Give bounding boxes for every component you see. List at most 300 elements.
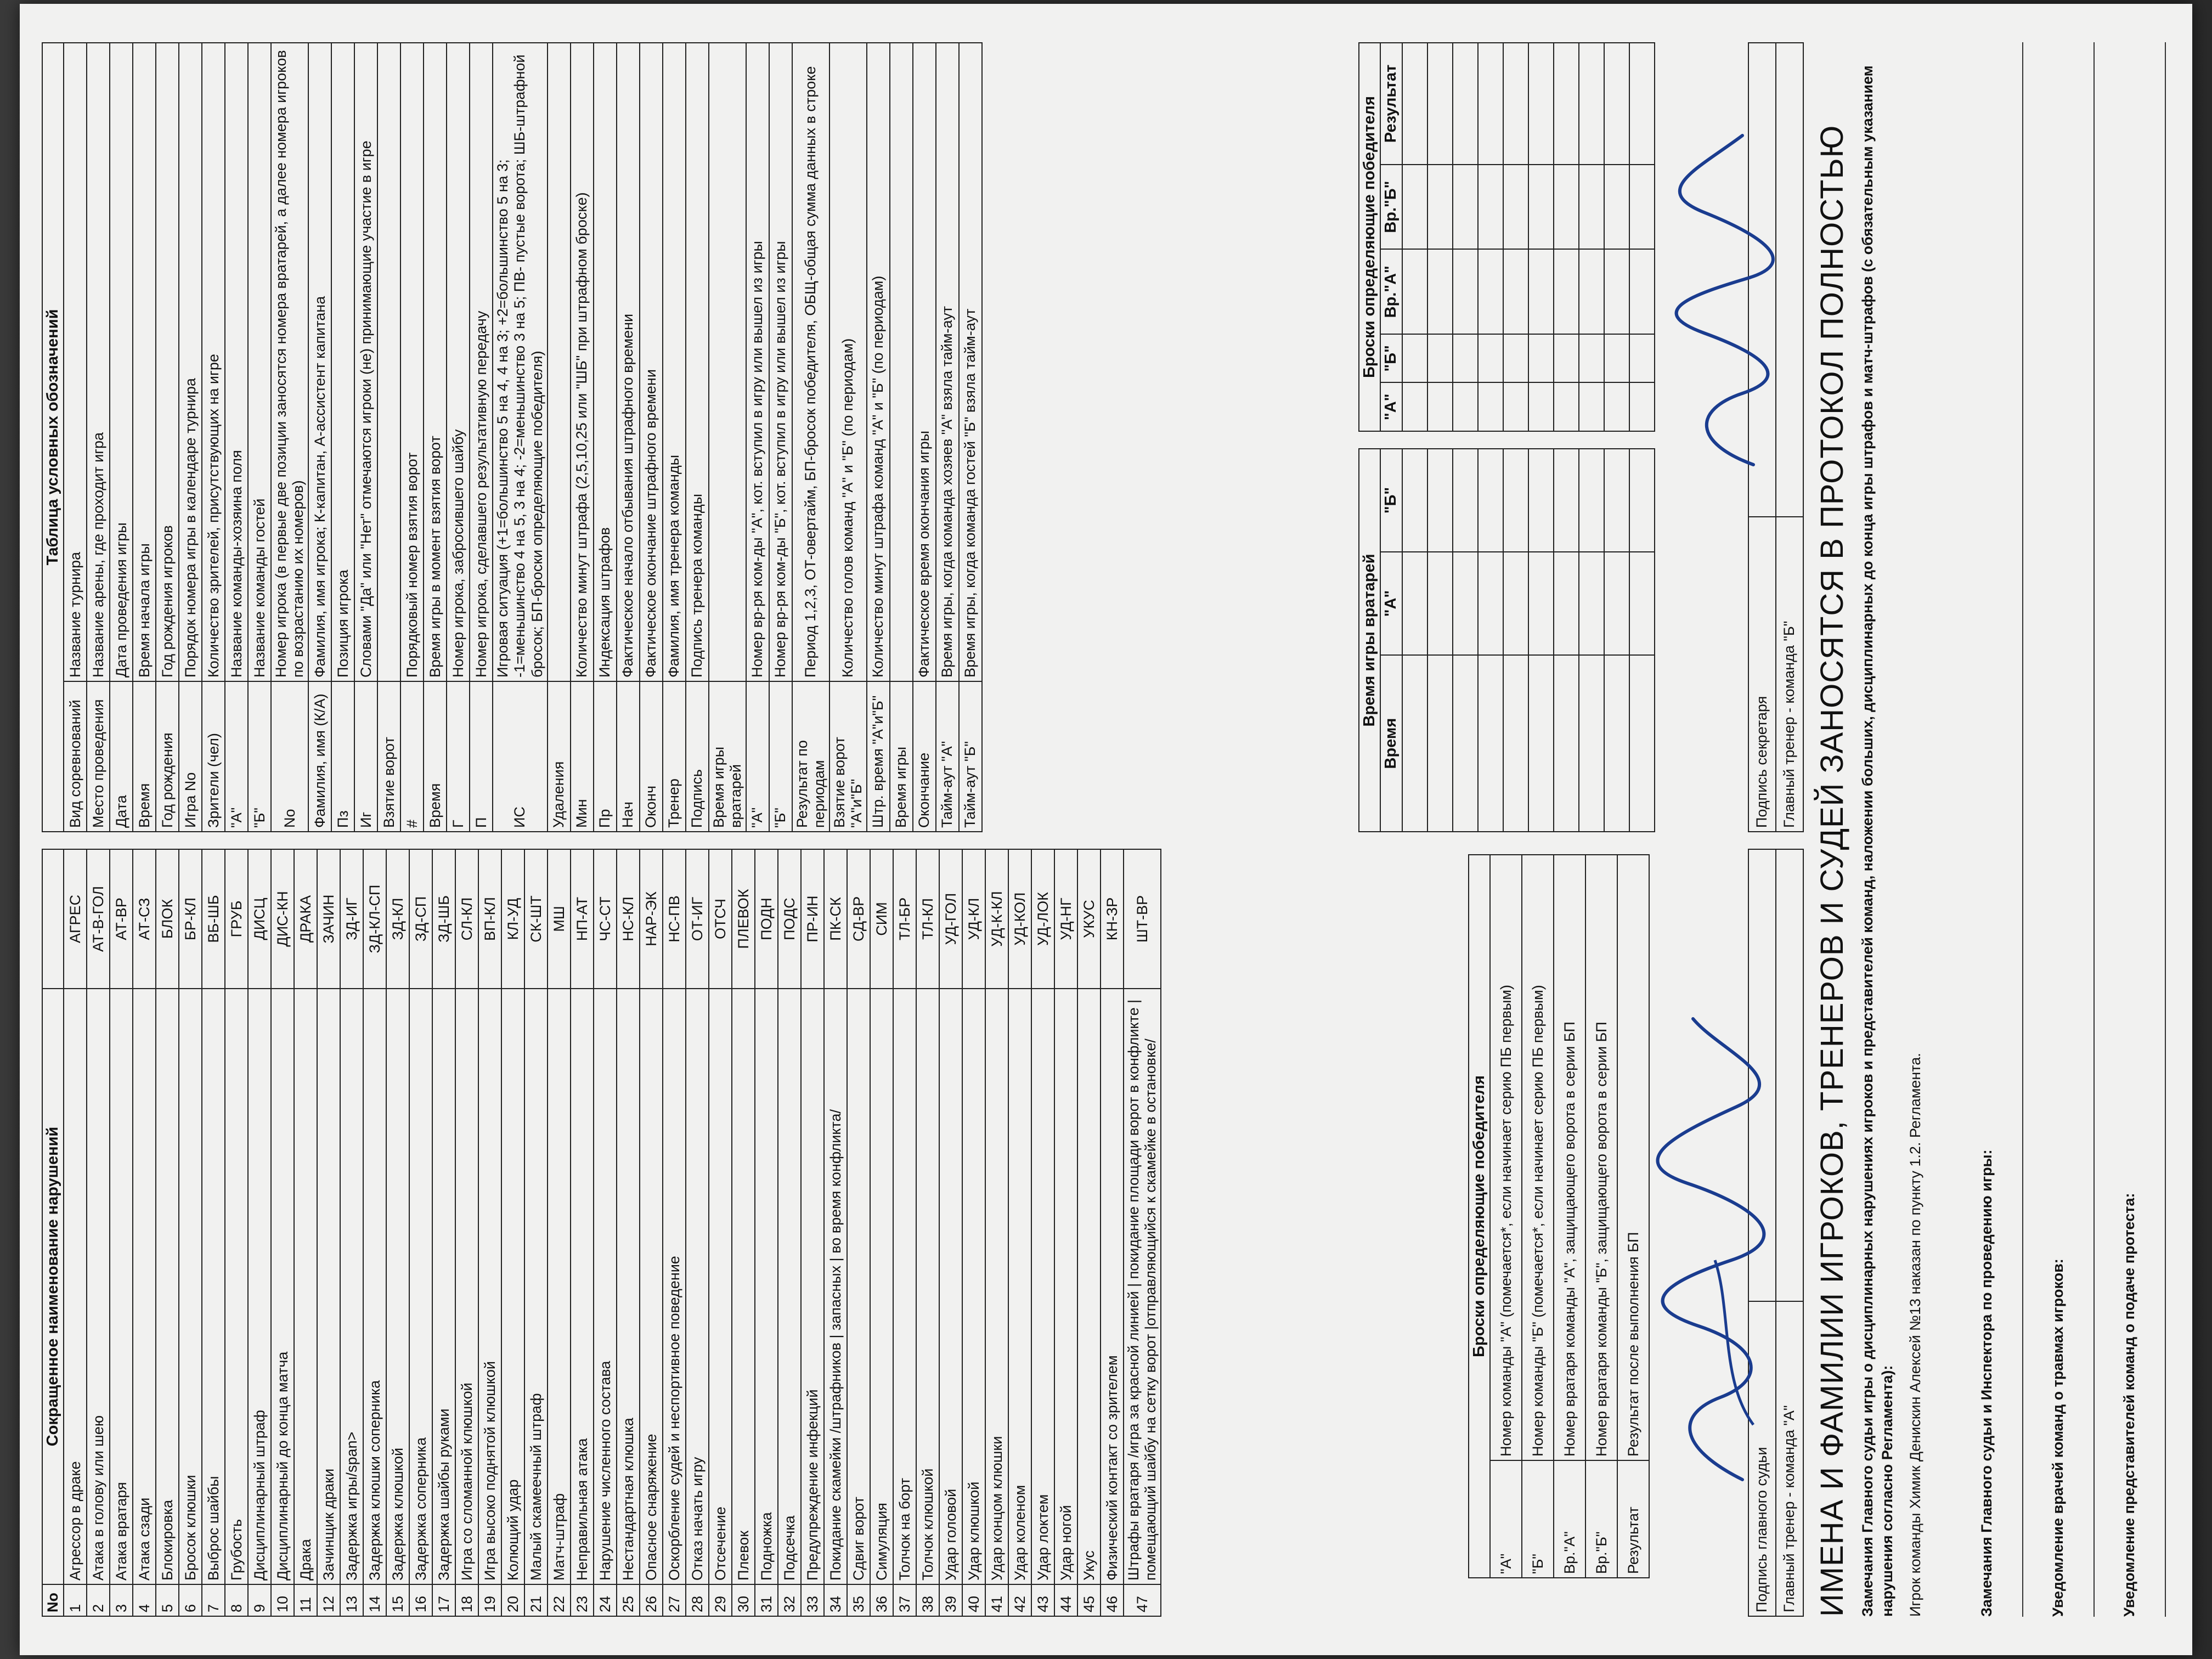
violation-no: 19	[478, 1584, 501, 1616]
violation-code: ВБ-ШБ	[202, 849, 225, 989]
referee-signature-label: Подпись главного судьи	[1748, 1301, 1776, 1616]
shootout-grid-cell[interactable]	[1528, 165, 1554, 250]
legend-row	[830, 43, 867, 832]
referee-remarks-heading: Замечания Главного судьи игры о дисциплинарных нарушениях игроков и представителей команд, наложении больших, дисциплинарных до конца игры штрафов и матч-штрафов (с обязательным указанием нарушения согласно Регламента):	[1859, 65, 1896, 1617]
legend-row	[308, 43, 331, 832]
legend-value: Словами "Да" или "Нет" отмечаются игроки (не) принимающие участие в игре	[354, 43, 377, 681]
shootout-legend-title: Броски определяющие победителя	[1469, 855, 1490, 1578]
goalkeeper-time-table	[1358, 448, 1655, 832]
violation-row	[962, 849, 985, 1616]
goalkeeper-time-cell[interactable]	[1604, 552, 1629, 655]
violation-row	[755, 849, 778, 1616]
shootout-grid-cell[interactable]	[1629, 383, 1655, 432]
violation-name: Удар концом клюшки	[985, 989, 1008, 1584]
violation-row	[939, 849, 962, 1616]
legend-row	[424, 43, 447, 832]
goalkeeper-time-row	[1554, 449, 1579, 832]
legend-value	[548, 43, 571, 681]
legend-key: Взятие ворот	[377, 681, 400, 832]
goalkeeper-time-cell[interactable]	[1554, 449, 1579, 552]
violation-code: ТЛ-БР	[893, 849, 916, 989]
goalkeeper-time-cell[interactable]	[1427, 449, 1453, 552]
violation-code: ЗАЧИН	[317, 849, 340, 989]
legend-row	[792, 43, 830, 832]
violation-no: 5	[156, 1584, 179, 1616]
legend-value	[890, 43, 913, 681]
violation-name: Колющий удар	[501, 989, 524, 1584]
goalkeeper-time-cell[interactable]	[1427, 655, 1453, 832]
violation-name: Агрессор в драке	[64, 989, 87, 1584]
violation-code: ПК-СК	[824, 849, 847, 989]
shootout-grid-cell[interactable]	[1554, 334, 1579, 382]
shootout-grid-cell[interactable]	[1402, 249, 1427, 334]
legend-key: "А"	[746, 681, 769, 832]
violation-name: Покидание скамейки /штрафников | запасных | во время конфликта/	[824, 989, 847, 1584]
goalkeeper-time-cell[interactable]	[1579, 449, 1604, 552]
shootout-grid-cell[interactable]	[1478, 383, 1503, 432]
violation-code: КЛ-УД	[501, 849, 524, 989]
violation-row	[1054, 849, 1077, 1616]
violation-code: СЛ-КЛ	[455, 849, 478, 989]
legend-key: Результат по периодам	[792, 681, 830, 832]
shootout-grid-cell[interactable]	[1554, 43, 1579, 165]
violation-row	[732, 849, 755, 1616]
legend-table	[42, 42, 983, 832]
shootout-legend-row	[1490, 855, 1522, 1578]
legend-row	[617, 43, 640, 832]
violation-no: 11	[294, 1584, 317, 1616]
goalkeeper-time-cell[interactable]	[1579, 552, 1604, 655]
goalkeeper-time-cell[interactable]	[1478, 552, 1503, 655]
legend-key: Время игры	[890, 681, 913, 832]
violation-name: Удар ногой	[1054, 989, 1077, 1584]
goalkeeper-time-cell[interactable]	[1528, 449, 1554, 552]
goalkeeper-time-cell[interactable]	[1478, 449, 1503, 552]
goalkeeper-time-cell[interactable]	[1629, 449, 1655, 552]
shootout-grid-row	[1453, 43, 1478, 431]
shootout-grid-cell[interactable]	[1402, 334, 1427, 382]
violation-name: Штрафы вратаря /игра за красной линией | покидание площади ворот в конфликте | помещающий шайбу на сетку ворот |отправляющийся к скамейке в остановке/	[1124, 989, 1161, 1584]
shootout-grid-cell[interactable]	[1579, 383, 1604, 432]
legend-key: Фамилия, имя (К/А)	[308, 681, 331, 832]
shootout-grid-cell[interactable]	[1503, 165, 1528, 250]
legend-value: Порядок номера игры в календаре турнира	[179, 43, 202, 681]
violation-name: Симуляция	[870, 989, 893, 1584]
violation-row	[432, 849, 455, 1616]
violation-row	[87, 849, 110, 1616]
legend-key: Штр. время "А"и"Б"	[867, 681, 890, 832]
shootout-grid-cell[interactable]	[1427, 334, 1453, 382]
legend-value: Номер вр-ря ком-ды "Б", кот. вступил в игру или вышел из игры	[769, 43, 792, 681]
violation-name: Толчок на борт	[893, 989, 916, 1584]
legend-row	[447, 43, 470, 832]
shootout-legend-key: Вр."А"	[1554, 1460, 1585, 1578]
legend-row	[571, 43, 594, 832]
violation-no: 47	[1124, 1584, 1161, 1616]
legend-row	[271, 43, 308, 832]
shootout-grid-cell[interactable]	[1503, 383, 1528, 432]
legend-body	[64, 43, 982, 832]
violation-name: Сдвиг ворот	[847, 989, 870, 1584]
shootout-grid-title-row	[1359, 43, 1380, 431]
goalkeeper-time-cell[interactable]	[1402, 552, 1427, 655]
violation-name: Игра со сломанной клюшкой	[455, 989, 478, 1584]
shootout-grid-cell[interactable]	[1604, 165, 1629, 250]
shootout-grid-column: "Б"	[1380, 334, 1402, 382]
violation-code: ЧС-СТ	[594, 849, 617, 989]
legend-key: Подпись	[686, 681, 709, 832]
violation-no: 31	[755, 1584, 778, 1616]
violation-code: ОТСЧ	[709, 849, 732, 989]
goalkeeper-time-cell[interactable]	[1402, 449, 1427, 552]
shootout-grid-cell[interactable]	[1503, 249, 1528, 334]
violation-row	[824, 849, 847, 1616]
secretary-signature-label: Подпись секретаря	[1748, 517, 1776, 832]
violation-name: Нарушение численного состава	[594, 989, 617, 1584]
violation-no: 8	[225, 1584, 248, 1616]
shootout-grid-cell[interactable]	[1478, 334, 1503, 382]
violation-no: 43	[1031, 1584, 1054, 1616]
violation-row	[409, 849, 432, 1616]
violation-code: ЗД-СП	[409, 849, 432, 989]
legend-value: Подпись тренера команды	[686, 43, 709, 681]
violation-code: ШТ-ВР	[1124, 849, 1161, 989]
violation-code: СД-ВР	[847, 849, 870, 989]
legend-row	[248, 43, 271, 832]
legend-value: Фактическое время окончания игры	[913, 43, 936, 681]
violation-name: Опасное снаряжение	[640, 989, 663, 1584]
legend-value: Позиция игрока	[331, 43, 354, 681]
goalkeeper-time-cell[interactable]	[1427, 552, 1453, 655]
protest-notice-line[interactable]	[2165, 42, 2166, 1617]
violations-header-code	[42, 849, 64, 989]
shootout-legend-table	[1468, 854, 1650, 1578]
violation-row	[801, 849, 824, 1616]
shootout-grid-cell[interactable]	[1503, 334, 1528, 382]
shootout-legend-row	[1522, 855, 1554, 1578]
legend-key: Взятие ворот "А"и"Б"	[830, 681, 867, 832]
goalkeeper-time-cell[interactable]	[1528, 655, 1554, 832]
shootout-legend-row	[1554, 855, 1585, 1578]
legend-row	[746, 43, 769, 832]
goalkeeper-time-cell[interactable]	[1554, 655, 1579, 832]
shootout-grid-column: Вр."Б"	[1380, 165, 1402, 250]
violation-code: АТ-В-ГОЛ	[87, 849, 110, 989]
shootout-grid-cell[interactable]	[1478, 249, 1503, 334]
violation-row	[478, 849, 501, 1616]
violation-no: 13	[340, 1584, 363, 1616]
legend-key: Место проведения	[87, 681, 110, 832]
shootout-grid-cell[interactable]	[1554, 249, 1579, 334]
legend-row	[686, 43, 709, 832]
shootout-legend-key: "Б"	[1522, 1460, 1554, 1578]
goalkeeper-time-cell[interactable]	[1629, 655, 1655, 832]
violation-no: 7	[202, 1584, 225, 1616]
violation-row	[893, 849, 916, 1616]
shootout-legend-value: Номер команды "А" (помечается*, если начинает серию ПБ первым)	[1490, 855, 1522, 1460]
goalkeeper-time-cell[interactable]	[1629, 552, 1655, 655]
shootout-grid-cell[interactable]	[1604, 43, 1629, 165]
shootout-grid-column: Вр."А"	[1380, 249, 1402, 334]
shootout-grid-cell[interactable]	[1427, 43, 1453, 165]
shootout-grid-row	[1427, 43, 1453, 431]
legend-value: Время начала игры	[133, 43, 156, 681]
shootout-grid-cell[interactable]	[1453, 165, 1478, 250]
violation-name: Малый скамеечный штраф	[524, 989, 548, 1584]
violation-name: Удар головой	[939, 989, 962, 1584]
shootout-grid-cell[interactable]	[1528, 334, 1554, 382]
goalkeeper-time-cell[interactable]	[1604, 655, 1629, 832]
legend-title: Таблица условных обозначений	[42, 43, 64, 832]
legend-row	[663, 43, 686, 832]
violation-name: Удар клюшкой	[962, 989, 985, 1584]
legend-key: Г	[447, 681, 470, 832]
shootout-grid-cell[interactable]	[1629, 43, 1655, 165]
legend-row	[354, 43, 377, 832]
legend-key: Время	[133, 681, 156, 832]
violation-no: 4	[133, 1584, 156, 1616]
legend-value: Название команды гостей	[248, 43, 271, 681]
coach-b-signature-label: Главный тренер - команда "Б"	[1776, 517, 1803, 832]
legend-value	[709, 43, 746, 681]
goalkeeper-time-row	[1579, 449, 1604, 832]
legend-row	[548, 43, 571, 832]
violation-code: ПЛЕВОК	[732, 849, 755, 989]
goalkeeper-time-cell[interactable]	[1579, 655, 1604, 832]
inspector-remarks-line[interactable]	[2022, 42, 2023, 1617]
goalkeeper-time-cell[interactable]	[1453, 449, 1478, 552]
violation-name: Зачинщик драки	[317, 989, 340, 1584]
goalkeeper-time-cell[interactable]	[1503, 449, 1528, 552]
goalkeeper-time-cell[interactable]	[1554, 552, 1579, 655]
shootout-grid-cell[interactable]	[1503, 43, 1528, 165]
violation-code: ГРУБ	[225, 849, 248, 989]
coach-a-signature-row	[1776, 849, 1803, 1616]
legend-key: "Б"	[769, 681, 792, 832]
legend-row	[470, 43, 493, 832]
shootout-grid-cell[interactable]	[1629, 334, 1655, 382]
shootout-grid-cell[interactable]	[1453, 334, 1478, 382]
legend-key: "Б"	[248, 681, 271, 832]
violation-no: 9	[248, 1584, 271, 1616]
shootout-legend-key: Вр."Б"	[1585, 1460, 1617, 1578]
legend-value: Фамилия, имя игрока; К-капитан, А-ассистент капитана	[308, 43, 331, 681]
violation-code: УД-КОЛ	[1008, 849, 1031, 989]
shootout-grid-title: Броски определяющие победителя	[1359, 43, 1380, 431]
legend-key: No	[271, 681, 308, 832]
shootout-grid-cell[interactable]	[1427, 249, 1453, 334]
shootout-legend-row	[1617, 855, 1649, 1578]
violation-code: ЗД-ШБ	[432, 849, 455, 989]
violation-no: 6	[179, 1584, 202, 1616]
shootout-grid-cell[interactable]	[1402, 383, 1427, 432]
goalkeeper-time-cell[interactable]	[1503, 655, 1528, 832]
violation-row	[571, 849, 594, 1616]
violation-code: НАР-ЭК	[640, 849, 663, 989]
goalkeeper-time-row	[1604, 449, 1629, 832]
violation-no: 44	[1054, 1584, 1077, 1616]
coach-a-signature-field[interactable]	[1776, 849, 1803, 1301]
shootout-grid-cell[interactable]	[1427, 383, 1453, 432]
violation-row	[179, 849, 202, 1616]
shootout-grid-cell[interactable]	[1528, 249, 1554, 334]
goalkeeper-time-title: Время игры вратарей	[1359, 449, 1380, 832]
violation-row	[248, 849, 271, 1616]
violation-code: ДИС-КН	[271, 849, 294, 989]
violation-code: УД-ЛОК	[1031, 849, 1054, 989]
shootout-grid-cell[interactable]	[1629, 165, 1655, 250]
violation-no: 18	[455, 1584, 478, 1616]
goalkeeper-time-column: "А"	[1380, 552, 1402, 655]
shootout-grid-cell[interactable]	[1402, 43, 1427, 165]
legend-key: Зрители (чел)	[202, 681, 225, 832]
shootout-grid-cell[interactable]	[1554, 383, 1579, 432]
legend-row	[594, 43, 617, 832]
goalkeeper-time-cell[interactable]	[1402, 655, 1427, 832]
legend-row	[110, 43, 133, 832]
violation-code: УКУС	[1077, 849, 1101, 989]
shootout-grid-cell[interactable]	[1453, 383, 1478, 432]
shootout-grid-cell[interactable]	[1453, 249, 1478, 334]
violation-code: УД-К-КЛ	[985, 849, 1008, 989]
legend-row	[64, 43, 87, 832]
violations-body	[64, 849, 1161, 1616]
violation-row	[501, 849, 524, 1616]
shootout-grid-cell[interactable]	[1604, 383, 1629, 432]
violation-code: СИМ	[870, 849, 893, 989]
violation-no: 1	[64, 1584, 87, 1616]
violations-header-row	[42, 849, 64, 1616]
violation-name: Дисциплинарный штраф	[248, 989, 271, 1584]
legend-value: Порядковый номер взятия ворот	[400, 43, 424, 681]
violation-no: 21	[524, 1584, 548, 1616]
legend-key: Игра No	[179, 681, 202, 832]
violation-no: 40	[962, 1584, 985, 1616]
shootout-grid-cell[interactable]	[1579, 334, 1604, 382]
violation-name: Толчок клюшкой	[916, 989, 939, 1584]
violation-code: НС-КЛ	[617, 849, 640, 989]
violation-code: АТ-ВР	[110, 849, 133, 989]
violation-row	[617, 849, 640, 1616]
legend-row	[769, 43, 792, 832]
violation-name: Задержка шайбы руками	[432, 989, 455, 1584]
violation-name: Укус	[1077, 989, 1101, 1584]
goalkeeper-time-cell[interactable]	[1453, 552, 1478, 655]
violation-no: 24	[594, 1584, 617, 1616]
legend-key: Год рождения	[156, 681, 179, 832]
shootout-grid-cell[interactable]	[1579, 43, 1604, 165]
goalkeeper-time-cell[interactable]	[1528, 552, 1554, 655]
doctors-notice-line[interactable]	[2094, 42, 2095, 1617]
legend-value: Количество зрителей, присутствующих на игре	[202, 43, 225, 681]
legend-key: Вид соревнований	[64, 681, 87, 832]
legend-row	[225, 43, 248, 832]
violation-name: Атака в голову или шею	[87, 989, 110, 1584]
violation-row	[548, 849, 571, 1616]
protocol-footer-title: ИМЕНА И ФАМИЛИИ ИГРОКОВ, ТРЕНЕРОВ И СУДЕЙ ЗАНОСЯТСЯ В ПРОТОКОЛ ПОЛНОСТЬЮ	[1814, 125, 1850, 1617]
shootout-grid-cell[interactable]	[1604, 334, 1629, 382]
referee-handwritten-signature	[1655, 997, 1775, 1491]
legend-key: Тайм-аут "Б"	[959, 681, 982, 832]
shootout-grid-cell[interactable]	[1427, 165, 1453, 250]
legend-row	[936, 43, 959, 832]
shootout-grid-cell[interactable]	[1579, 165, 1604, 250]
violation-name: Физический контакт со зрителем	[1101, 989, 1124, 1584]
legend-value: Время игры, когда команда хозяев "А" взяла тайм-аут	[936, 43, 959, 681]
shootout-legend-value: Номер вратаря команды "А", защищающего ворота в серии БП	[1554, 855, 1585, 1460]
goalkeeper-time-cell[interactable]	[1503, 552, 1528, 655]
violation-row	[225, 849, 248, 1616]
goalkeeper-time-row	[1528, 449, 1554, 832]
goalkeeper-time-title-row	[1359, 449, 1380, 832]
violation-no: 15	[386, 1584, 409, 1616]
violation-row	[202, 849, 225, 1616]
shootout-grid-row	[1478, 43, 1503, 431]
inspector-remarks-heading: Замечания Главного судьи и Инспектора по проведению игры:	[1978, 1149, 1995, 1617]
legend-value: Название арены, где проходит игра	[87, 43, 110, 681]
violation-row	[294, 849, 317, 1616]
goalkeeper-time-columns	[1380, 449, 1402, 832]
violation-no: 32	[778, 1584, 801, 1616]
violation-name: Задержка клюшки соперника	[363, 989, 386, 1584]
goalkeeper-time-cell[interactable]	[1604, 449, 1629, 552]
legend-value: Номер игрока, забросившего шайбу	[447, 43, 470, 681]
violations-header-no: No	[42, 1584, 64, 1616]
shootout-grid-cell[interactable]	[1453, 43, 1478, 165]
legend-value: Период 1,2,3, ОТ-овертайм, БП-бросок победителя, ОБЩ-общая сумма данных в строке	[792, 43, 830, 681]
legend-key: #	[400, 681, 424, 832]
legend-key: Нач	[617, 681, 640, 832]
shootout-grid-cell[interactable]	[1579, 249, 1604, 334]
violation-code: ЗД-КЛ-СП	[363, 849, 386, 989]
legend-value: Номер игрока (в первые две позиции заносятся номера вратарей, а далее номера игроков по возрастанию их номеров)	[271, 43, 308, 681]
legend-row	[493, 43, 547, 832]
goalkeeper-time-cell[interactable]	[1453, 655, 1478, 832]
shootout-grid-row	[1604, 43, 1629, 431]
violation-row	[686, 849, 709, 1616]
shootout-grid-cell[interactable]	[1478, 165, 1503, 250]
shootout-grid-cell[interactable]	[1478, 43, 1503, 165]
legend-row	[640, 43, 663, 832]
shootout-legend-key: "А"	[1490, 1460, 1522, 1578]
violation-row	[985, 849, 1008, 1616]
violation-no: 25	[617, 1584, 640, 1616]
shootout-legend-row	[1585, 855, 1617, 1578]
goalkeeper-time-row	[1402, 449, 1427, 832]
violation-code: УД-НГ	[1054, 849, 1077, 989]
shootout-grid-cell[interactable]	[1528, 43, 1554, 165]
violation-row	[271, 849, 294, 1616]
shootout-grid-cell[interactable]	[1554, 165, 1579, 250]
shootout-grid-cell[interactable]	[1402, 165, 1427, 250]
shootout-grid-row	[1629, 43, 1655, 431]
violation-no: 41	[985, 1584, 1008, 1616]
shootout-grid-cell[interactable]	[1629, 249, 1655, 334]
violation-no: 29	[709, 1584, 732, 1616]
violation-row	[317, 849, 340, 1616]
shootout-legend-value: Номер вратаря команды "Б", защищающего ворота в серии БП	[1585, 855, 1617, 1460]
violation-name: Оскорбление судей и неспортивное поведение	[663, 989, 686, 1584]
violation-no: 20	[501, 1584, 524, 1616]
shootout-grid-cell[interactable]	[1528, 383, 1554, 432]
violation-code: СК-ШТ	[524, 849, 548, 989]
shootout-grid-cell[interactable]	[1604, 249, 1629, 334]
violation-name: Удар коленом	[1008, 989, 1031, 1584]
goalkeeper-time-cell[interactable]	[1478, 655, 1503, 832]
legend-value	[377, 43, 400, 681]
violation-row	[916, 849, 939, 1616]
legend-key: Иг	[354, 681, 377, 832]
